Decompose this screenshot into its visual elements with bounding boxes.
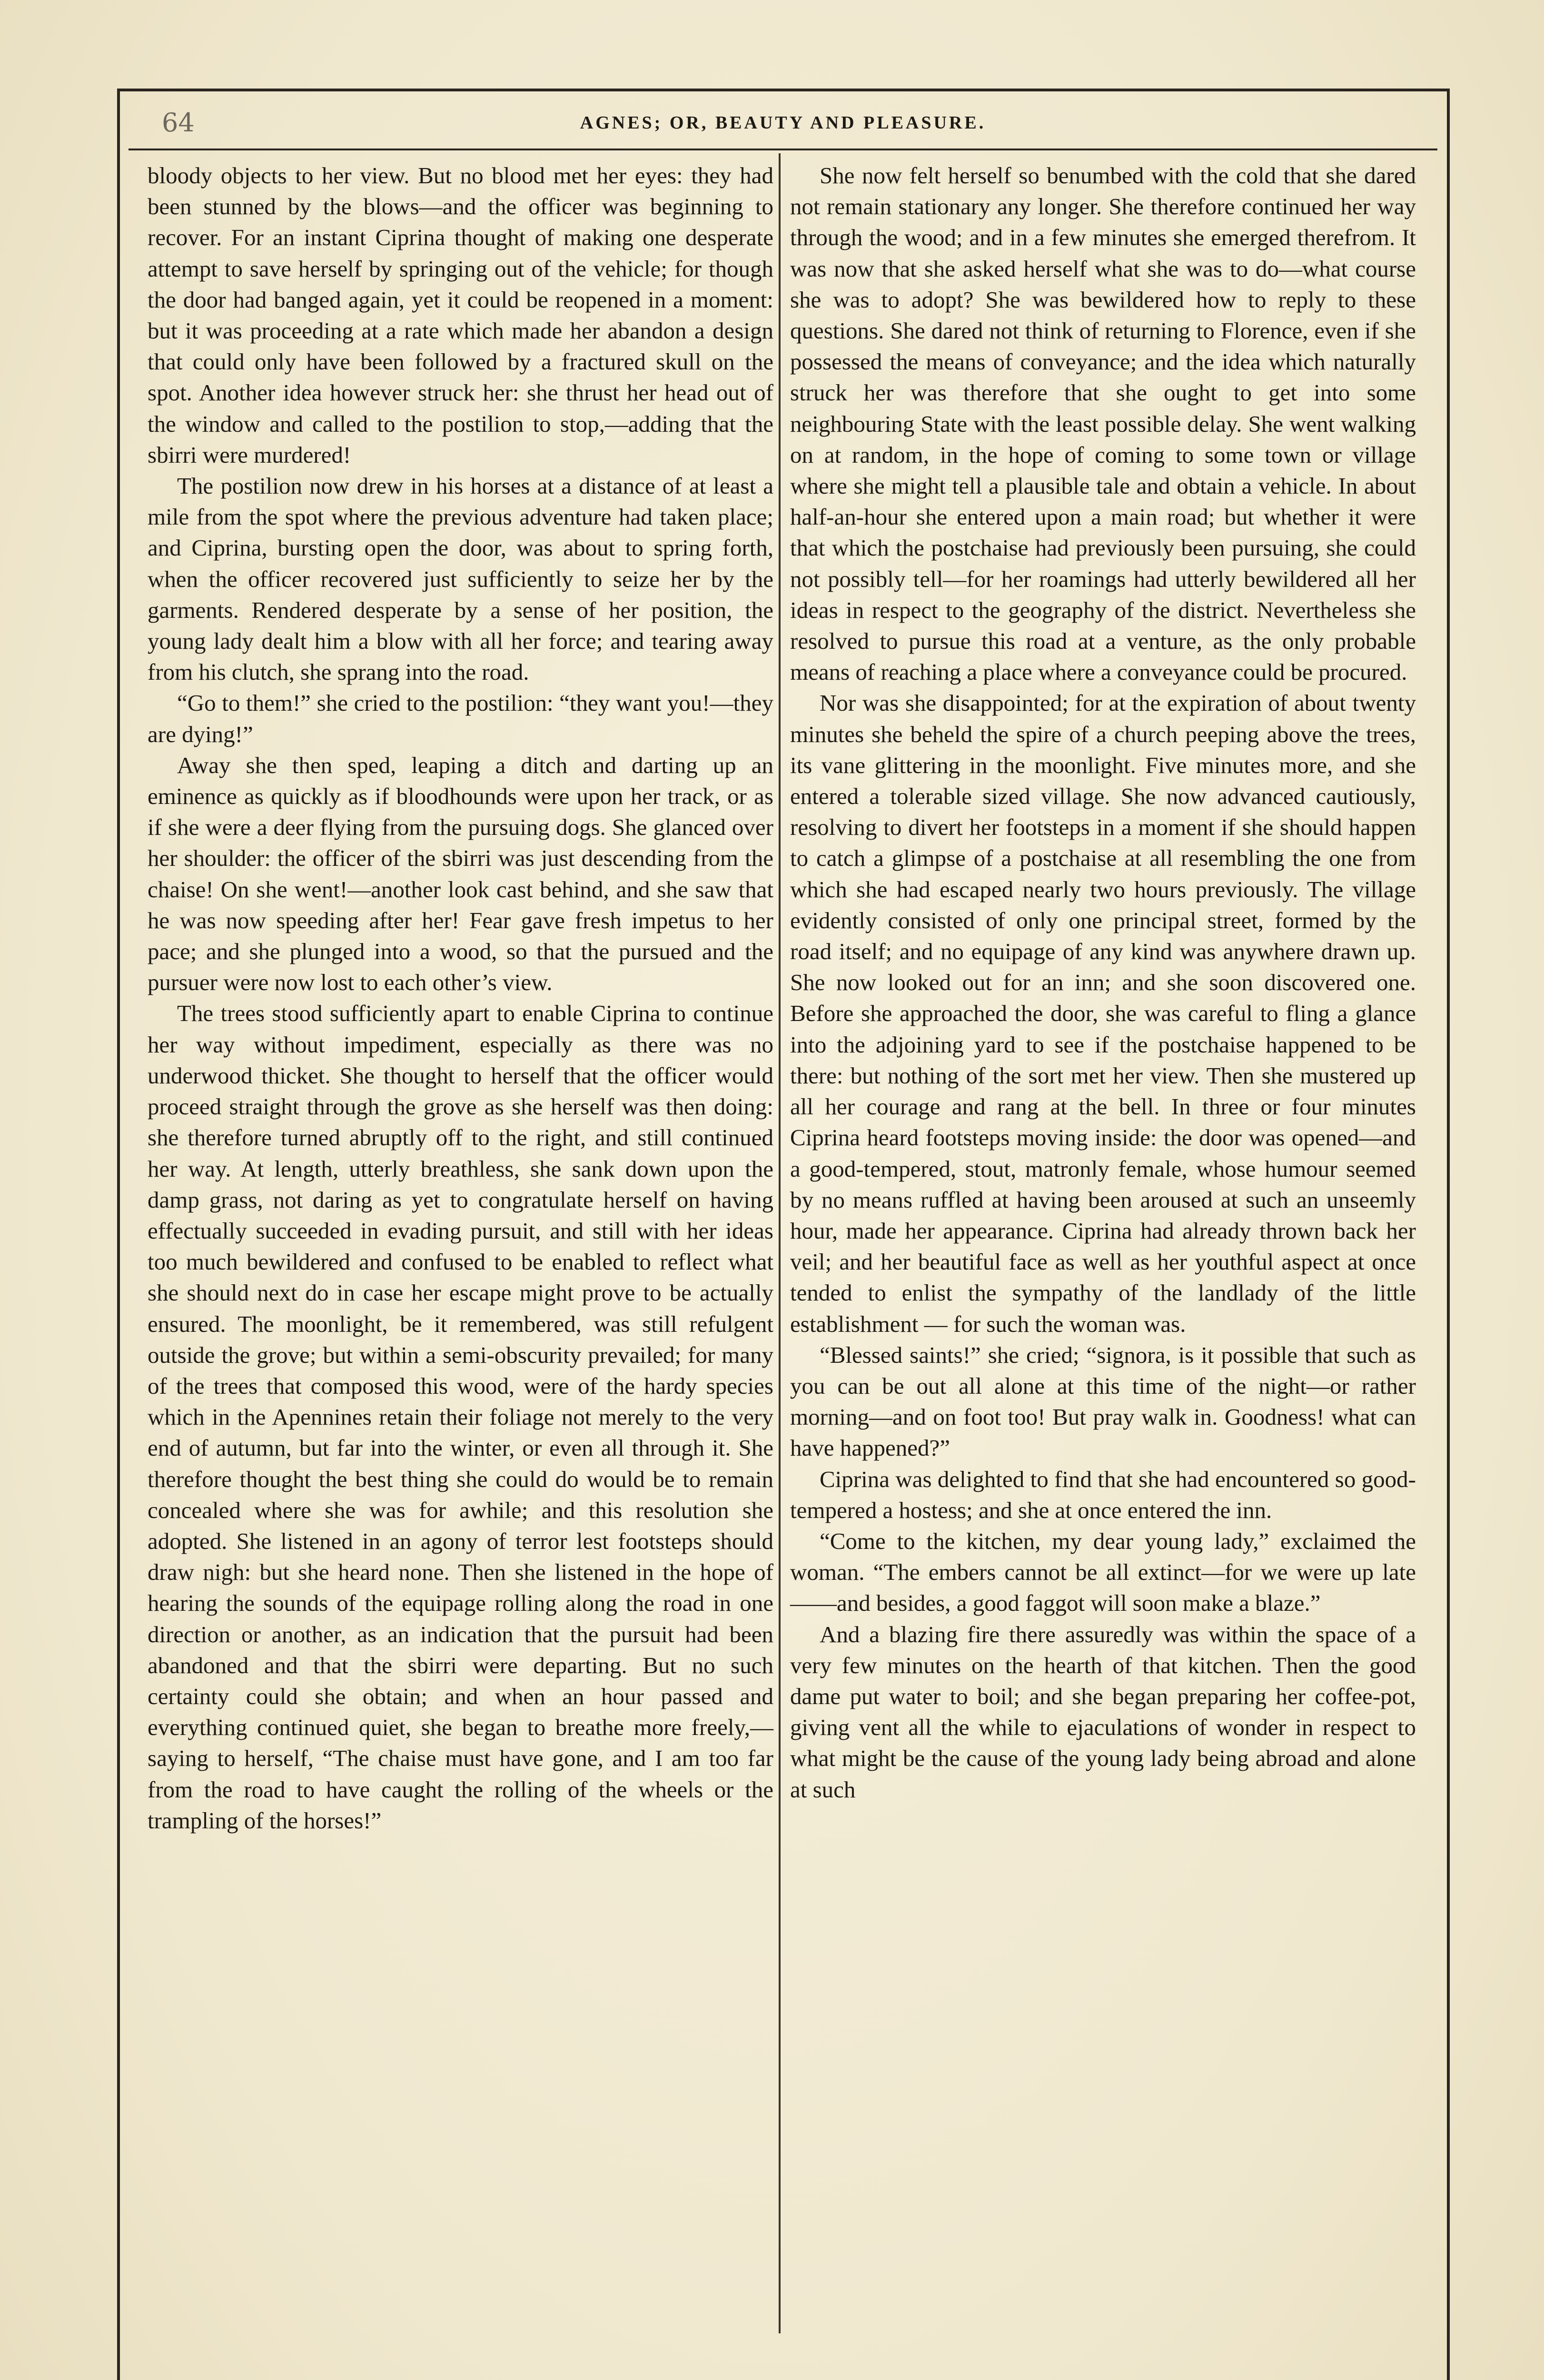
paragraph: “Go to them!” she cried to the postilion: “they want you!—they are dying!” <box>148 690 773 747</box>
text-column-left <box>148 160 773 1836</box>
paragraph: Ciprina was delighted to find that she had encountered so good-tempered a hostess; and she at once entered the inn. <box>790 1466 1416 1523</box>
paragraph: The trees stood sufficiently apart to enable Ciprina to continue her way without impediment, especially as there was no underwood thicket. She thought to herself that the officer would proceed straight through the grove as she herself was then doing: she therefore turned abruptly off to the right, and still continued her way. At length, utterly breathless, she sank down upon the damp grass, not daring as yet to congratulate herself on having effectually succeeded in evading pursuit, and still with her ideas too much bewildered and confused to be enabled to reflect what she should next do in case her escape might prove to be actually ensured. The moonlight, be it remembered, was still refulgent outside the grove; but within a semi-obscurity prevailed; for many of the trees that composed this wood, were of the hardy species which in the Apennines retain their foliage not merely to the very end of autumn, but far into the winter, or even all through it. She therefore thought the best thing she could do would be to remain concealed where she was for awhile; and this resolution she adopted. She listened in an agony of terror lest footsteps should draw nigh: but she heard none. Then she listened in the hope of hearing the sounds of the equipage rolling along the road in one direction or another, as an indication that the pursuit had been abandoned and that the sbirri were departing. But no such certainty could she obtain; and when an hour passed and everything continued quiet, she began to breathe more freely,—saying to herself, “The chaise must have gone, and I am too far from the road to have caught the rolling of the wheels or the trampling of the horses!” <box>148 1000 773 1834</box>
paragraph: “Blessed saints!” she cried; “signora, is it possible that such as you can be out all alone at this time of the night—or rather morning—and on foot too! But pray walk in. Goodness! what can have happened?” <box>790 1341 1416 1461</box>
page-header <box>143 106 1423 139</box>
page-number: 64 <box>162 108 195 138</box>
text-column-right <box>790 160 1416 1805</box>
paragraph: And a blazing fire there assuredly was within the space of a very few minutes on the hearth of that kitchen. Then the good dame put water to boil; and she began preparing her coffee-pot, giving vent all the while to ejaculations of wonder in respect to what might be the cause of the young lady being abroad and alone at such <box>790 1621 1416 1803</box>
paragraph: bloody objects to her view. But no blood met her eyes: they had been stunned by the blows—and the officer was beginning to recover. For an instant Ciprina thought of making one desperate attempt to save herself by springing out of the vehicle; for though the door had banged again, yet it could be reopened in a moment: but it was proceeding at a rate which made her abandon a design that could only have been followed by a fractured skull on the spot. Another idea however struck her: she thrust her head out of the window and called to the postilion to stop,—adding that the sbirri were murdered! <box>148 162 773 468</box>
paragraph: She now felt herself so benumbed with the cold that she dared not remain stationary any longer. She therefore continued her way through the wood; and in a few minutes she emerged therefrom. It was now that she asked herself what she was to do—what course she was to adopt? She was bewildered how to reply to these questions. She dared not think of returning to Florence, even if she possessed the means of conveyance; and the idea which naturally struck her was therefore that she ought to get into some neighbouring State with the least possible delay. She went walking on at random, in the hope of coming to some town or village where she might tell a plausible tale and obtain a vehicle. In about half-an-hour she entered upon a main road; but whether it were that which the postchaise had previously been pursuing, she could not possibly tell—for her roamings had utterly bewildered all her ideas in respect to the geography of the district. Nevertheless she resolved to pursue this road at a venture, as the only probable means of reaching a place where a conveyance could be procured. <box>790 162 1416 685</box>
paragraph: “Come to the kitchen, my dear young lady,” exclaimed the woman. “The embers cannot be all extinct—for we were up late——and besides, a good faggot will soon make a blaze.” <box>790 1527 1416 1616</box>
column-divider <box>779 153 781 2333</box>
header-rule <box>129 149 1437 150</box>
paragraph: The postilion now drew in his horses at a distance of at least a mile from the spot where the previous adventure had taken place; and Ciprina, bursting open the door, was about to spring forth, when the officer recovered just sufficiently to seize her by the garments. Rendered desperate by a sense of her position, the young lady dealt him a blow with all her force; and tearing away from his clutch, she sprang into the road. <box>148 473 773 685</box>
running-head: AGNES; OR, BEAUTY AND PLEASURE. <box>580 113 986 133</box>
paragraph: Away she then sped, leaping a ditch and darting up an eminence as quickly as if bloodhounds were upon her track, or as if she were a deer flying from the pursuing dogs. She glanced over her shoulder: the officer of the sbirri was just descending from the chaise! On she went!—another look cast behind, and she saw that he was now speeding after her! Fear gave fresh impetus to her pace; and she plunged into a wood, so that the pursued and the pursuer were now lost to each other’s view. <box>148 752 773 996</box>
paragraph: Nor was she disappointed; for at the expiration of about twenty minutes she beheld the spire of a church peeping above the trees, its vane glittering in the moonlight. Five minutes more, and she entered a tolerable sized village. She now advanced cautiously, resolving to divert her footsteps in a moment if she should happen to catch a glimpse of a postchaise at all resembling the one from which she had escaped nearly two hours previously. The village evidently consisted of only one principal street, formed by the road itself; and no equipage of any kind was anywhere drawn up. She now looked out for an inn; and she soon discovered one. Before she approached the door, she was careful to fling a glance into the adjoining yard to see if the postchaise happened to be there: but nothing of the sort met her view. Then she mustered up all her courage and rang at the bell. In three or four minutes Ciprina heard footsteps moving inside: the door was opened—and a good-tempered, stout, matronly female, whose humour seemed by no means ruffled at having been aroused at such an unseemly hour, made her appearance. Ciprina had already thrown back her veil; and her beautiful face as well as her youthful aspect at once tended to enlist the sympathy of the landlady of the little establishment — for such the woman was. <box>790 690 1416 1337</box>
